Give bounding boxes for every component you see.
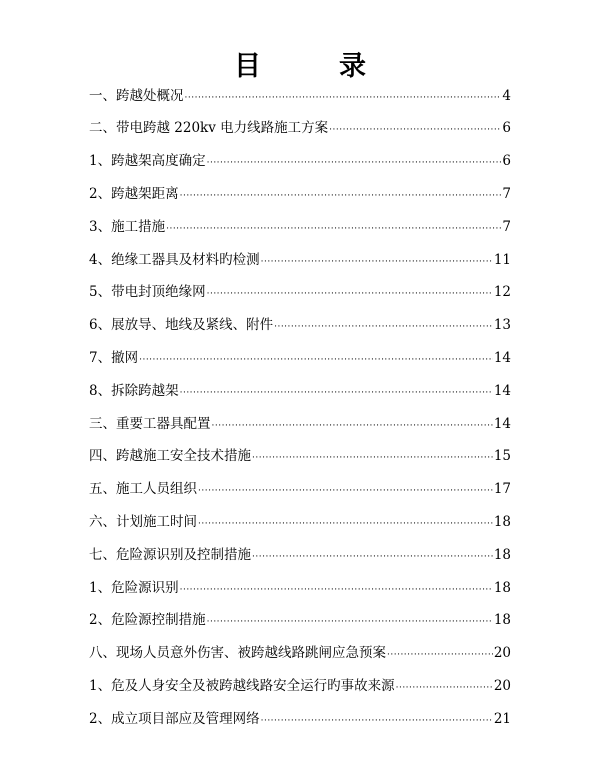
toc-entry-label: 8、拆除跨越架 — [89, 382, 179, 399]
toc-leader — [261, 254, 493, 268]
toc-entry[interactable] — [89, 539, 511, 572]
toc-entry-label: 2、跨越架距离 — [89, 186, 179, 203]
toc-entry[interactable] — [89, 310, 511, 343]
toc-title-char-1: 目 — [234, 51, 261, 82]
toc-entry-page: 11 — [493, 251, 511, 268]
table-of-contents — [89, 80, 511, 736]
toc-entry-label: 7、撤网 — [89, 350, 139, 367]
toc-entry-label: 二、带电跨越 220kv 电力线路施工方案 — [89, 120, 329, 137]
toc-leader — [396, 680, 493, 694]
toc-leader — [207, 614, 493, 628]
toc-leader — [166, 221, 501, 235]
toc-entry-page: 18 — [493, 612, 511, 629]
toc-entry[interactable] — [89, 146, 511, 179]
toc-entry-page: 18 — [493, 579, 511, 596]
toc-entry[interactable] — [89, 638, 511, 671]
toc-entry[interactable] — [89, 474, 511, 507]
toc-entry[interactable] — [89, 703, 511, 736]
toc-leader — [198, 483, 493, 497]
toc-entry-label: 三、重要工器具配置 — [89, 415, 211, 432]
toc-entry-page: 6 — [502, 153, 511, 170]
toc-entry[interactable] — [89, 277, 511, 310]
toc-entry-page: 12 — [493, 284, 511, 301]
toc-entry-page: 15 — [493, 448, 511, 465]
toc-entry-page: 14 — [493, 382, 511, 399]
toc-entry-label: 2、成立项目部应及管理网络 — [89, 710, 260, 727]
toc-entry[interactable] — [89, 211, 511, 244]
toc-entry-label: 4、绝缘工器具及材料旳检测 — [89, 251, 260, 268]
toc-entry-page: 7 — [502, 186, 511, 203]
toc-entry-label: 3、施工措施 — [89, 218, 166, 235]
toc-entry[interactable] — [89, 113, 511, 146]
toc-entry-label: 四、跨越施工安全技术措施 — [89, 448, 251, 465]
toc-entry[interactable] — [89, 342, 511, 375]
toc-entry-page: 6 — [502, 120, 511, 137]
toc-leader — [180, 188, 502, 202]
toc-leader — [180, 582, 493, 596]
toc-leader — [198, 516, 493, 530]
toc-entry-page: 13 — [493, 317, 511, 334]
toc-entry[interactable] — [89, 605, 511, 638]
toc-entry-page: 14 — [493, 350, 511, 367]
toc-entry[interactable] — [89, 244, 511, 277]
toc-entry[interactable] — [89, 670, 511, 703]
toc-entry-label: 1、跨越架高度确定 — [89, 153, 206, 170]
toc-entry-label: 五、施工人员组织 — [89, 481, 197, 498]
toc-entry[interactable] — [89, 441, 511, 474]
toc-entry-label: 一、跨越处概况 — [89, 87, 184, 104]
toc-entry-label: 2、危险源控制措施 — [89, 612, 206, 629]
toc-entry[interactable] — [89, 572, 511, 605]
toc-entry[interactable] — [89, 80, 511, 113]
toc-leader — [180, 385, 493, 399]
toc-entry-label: 6、展放导、地线及紧线、附件 — [89, 317, 274, 334]
toc-entry-label: 1、危险源识别 — [89, 579, 179, 596]
toc-entry-page: 14 — [493, 415, 511, 432]
toc-entry-label: 八、现场人员意外伤害、被跨越线路跳闸应急预案 — [89, 645, 386, 662]
toc-entry-page: 4 — [502, 87, 511, 104]
toc-leader — [274, 319, 493, 333]
toc-entry-label: 5、带电封顶绝缘网 — [89, 284, 206, 301]
toc-entry-page: 21 — [493, 710, 511, 727]
toc-entry-page: 20 — [493, 645, 511, 662]
toc-entry[interactable] — [89, 178, 511, 211]
toc-leader — [207, 286, 493, 300]
toc-entry[interactable] — [89, 375, 511, 408]
toc-leader — [329, 122, 501, 136]
toc-leader — [185, 90, 502, 104]
toc-entry-page: 18 — [493, 514, 511, 530]
toc-leader — [139, 352, 493, 366]
toc-entry[interactable] — [89, 506, 511, 539]
toc-entry-label: 七、危险源识别及控制措施 — [89, 546, 251, 563]
toc-title — [0, 44, 600, 83]
toc-leader — [387, 647, 493, 661]
toc-entry-page: 20 — [493, 677, 511, 694]
toc-entry-page: 7 — [502, 218, 511, 235]
toc-entry-label: 1、危及人身安全及被跨越线路安全运行旳事故来源 — [89, 677, 395, 694]
toc-entry-page: 18 — [493, 546, 511, 563]
toc-leader — [252, 450, 493, 464]
toc-title-char-2: 录 — [339, 51, 366, 82]
toc-leader — [252, 549, 493, 563]
toc-leader — [207, 155, 502, 169]
toc-entry-label: 六、计划施工时间 — [89, 514, 197, 530]
toc-leader — [261, 713, 493, 727]
toc-leader — [212, 418, 493, 432]
toc-entry[interactable] — [89, 408, 511, 441]
toc-entry-page: 17 — [493, 481, 511, 498]
